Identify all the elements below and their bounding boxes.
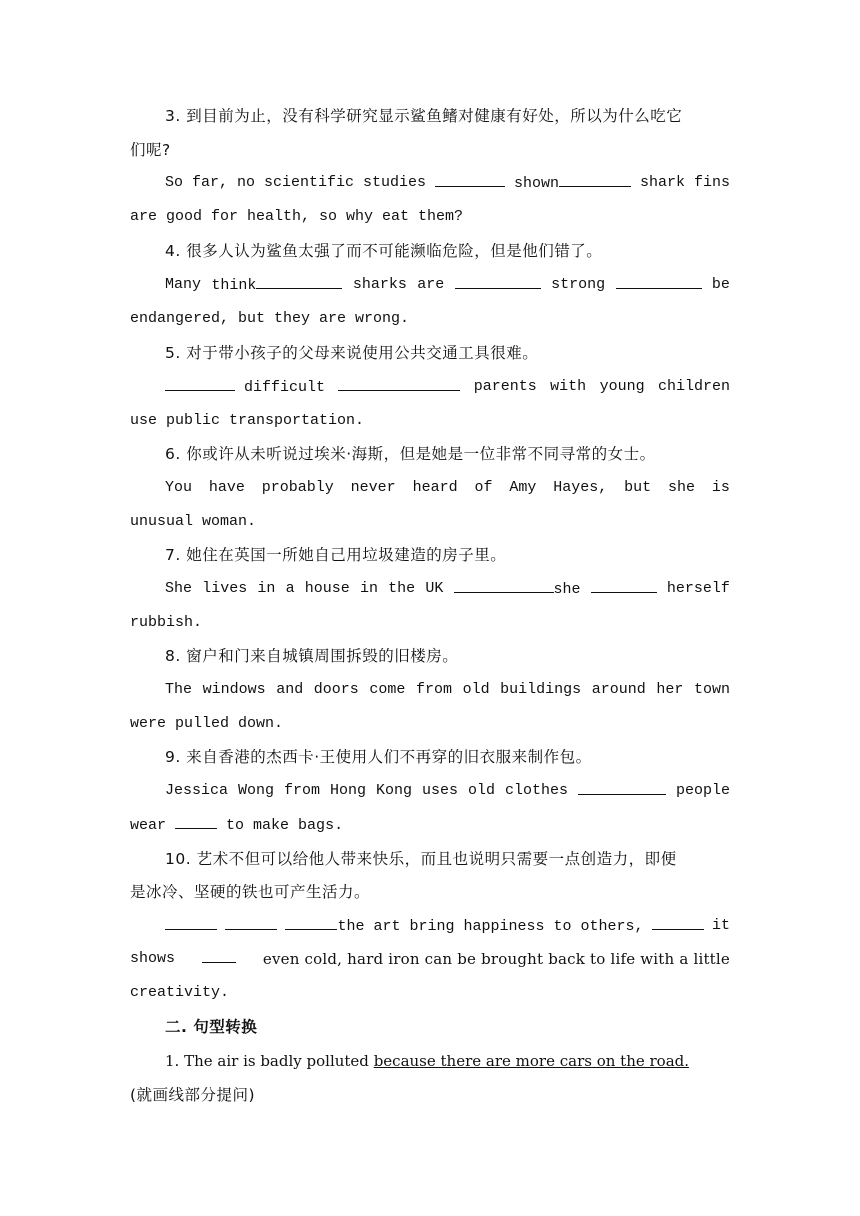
item-6-chinese: 6. 你或许从未听说过埃米·海斯，但是她是一位非常不同寻常的女士。 (165, 445, 656, 463)
word: from (284, 782, 321, 799)
word: is (711, 479, 730, 496)
word: difficult (244, 379, 326, 396)
word: people (675, 782, 730, 799)
item-4-english-cont: endangered, but they are wrong. (130, 310, 410, 327)
blank[interactable] (285, 915, 337, 930)
item-5-english-cont: use public transportation. (130, 412, 365, 429)
item-8-chinese: 8. 窗户和门来自城镇周围拆毁的旧楼房。 (165, 647, 459, 665)
item-9-english-cont (130, 814, 730, 837)
word: wear (130, 817, 167, 834)
word: lives (202, 580, 248, 597)
blank[interactable] (165, 376, 235, 391)
word: old (468, 782, 496, 799)
blank[interactable] (256, 274, 342, 289)
word: in (257, 580, 276, 597)
word: uses (422, 782, 459, 799)
word: her (656, 681, 684, 698)
item-3-chinese: 3. 到目前为止，没有科学研究显示鲨鱼鳍对健康有好处，所以为什么吃它 (165, 107, 683, 125)
item-4-english (165, 274, 730, 297)
word: windows (202, 681, 266, 698)
item-6-english-cont: unusual woman. (130, 513, 257, 530)
word: think (211, 277, 257, 294)
word: no scientific studies (236, 174, 427, 191)
word: house (304, 580, 350, 597)
item-10-english-cont-2: creativity. (130, 984, 230, 1001)
word: young (599, 378, 645, 395)
blank[interactable] (652, 915, 704, 930)
word: even cold, hard iron can be brought back to life with a little (262, 950, 730, 968)
item-5-english (165, 376, 730, 399)
word: of (474, 479, 493, 496)
blank[interactable] (202, 948, 236, 963)
word: a (285, 580, 295, 597)
word: come (369, 681, 406, 698)
underlined-part: because there are more cars on the road. (373, 1052, 690, 1070)
blank[interactable] (455, 274, 541, 289)
item-8-english-cont: were pulled down. (130, 715, 284, 732)
item-10-chinese: 10. 艺术不但可以给他人带来快乐，而且也说明只需要一点创造力，即便 (165, 850, 677, 868)
word: Amy (509, 479, 537, 496)
item-10-english (165, 915, 730, 938)
section-2-question-1-note: (就画线部分提问) (130, 1086, 256, 1104)
word: shown (514, 175, 560, 192)
item-3-english (165, 172, 730, 195)
item-7-chinese: 7. 她住在英国一所她自己用垃圾建造的房子里。 (165, 546, 507, 564)
blank[interactable] (225, 915, 277, 930)
word: So far, (165, 174, 229, 191)
word: from (415, 681, 452, 698)
word: She (165, 580, 193, 597)
word: Hong (330, 782, 367, 799)
item-9-chinese: 9. 来自香港的杰西卡·王使用人们不再穿的旧衣服来制作包。 (165, 748, 592, 766)
item-3-chinese-cont: 们呢? (130, 141, 171, 159)
blank[interactable] (454, 578, 554, 593)
word: the (388, 580, 416, 597)
blank[interactable] (559, 172, 631, 187)
word: probably (261, 479, 334, 496)
word: have (208, 479, 245, 496)
word: Jessica (165, 782, 229, 799)
blank[interactable] (175, 814, 217, 829)
word: Hayes, (553, 479, 608, 496)
word: The (165, 681, 193, 698)
item-7-english-cont: rubbish. (130, 614, 203, 631)
word: doors (313, 681, 359, 698)
blank[interactable] (435, 172, 505, 187)
item-8-english (165, 679, 730, 701)
item-5-chinese: 5. 对于带小孩子的父母来说使用公共交通工具很难。 (165, 344, 539, 362)
word: strong (551, 276, 606, 293)
word: heard (412, 479, 458, 496)
word: Kong (376, 782, 413, 799)
word: the art bring happiness to others, (337, 918, 644, 935)
word: herself (666, 580, 730, 597)
word: town (693, 681, 730, 698)
blank[interactable] (616, 274, 702, 289)
blank[interactable] (591, 578, 657, 593)
word: shows (130, 950, 176, 967)
word: Wong (238, 782, 275, 799)
word: she (668, 479, 696, 496)
word: it (711, 917, 730, 934)
word: Many (165, 276, 202, 293)
blank[interactable] (338, 376, 460, 391)
word: to make bags. (226, 817, 344, 834)
item-7-english (165, 578, 730, 601)
word: but (624, 479, 652, 496)
word: parents (473, 378, 537, 395)
word: be (711, 276, 730, 293)
blank[interactable] (578, 780, 666, 795)
item-3-english-cont: are good for health, so why eat them? (130, 208, 464, 225)
blank[interactable] (165, 915, 217, 930)
word: You (165, 479, 193, 496)
item-9-english (165, 780, 730, 802)
item-6-english (165, 477, 730, 499)
word: are (417, 276, 445, 293)
item-10-english-cont (130, 948, 730, 970)
word: buildings (500, 681, 582, 698)
word: she (553, 581, 581, 598)
word: old (462, 681, 490, 698)
question-text: 1. The air is badly polluted (165, 1052, 374, 1070)
word: sharks (352, 276, 407, 293)
word: with (550, 378, 587, 395)
word: shark fins (639, 174, 730, 191)
section-2-question-1 (165, 1050, 730, 1072)
item-10-chinese-cont: 是冰冷、坚硬的铁也可产生活力。 (130, 883, 371, 901)
word: never (350, 479, 396, 496)
word: UK (425, 580, 444, 597)
word: and (276, 681, 304, 698)
section-2-heading: 二. 句型转换 (165, 1018, 258, 1036)
word: clothes (505, 782, 569, 799)
word: around (591, 681, 646, 698)
word: in (359, 580, 378, 597)
item-4-chinese: 4. 很多人认为鲨鱼太强了而不可能濒临危险，但是他们错了。 (165, 242, 603, 260)
word: children (657, 378, 730, 395)
